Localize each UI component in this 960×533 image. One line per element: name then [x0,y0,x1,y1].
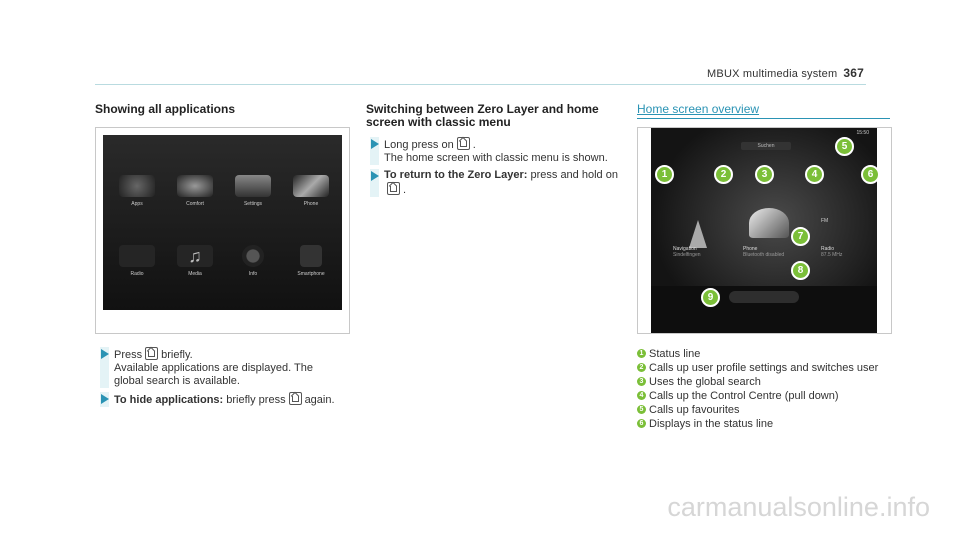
app-tile-smartphone [289,245,333,277]
callout-2: 2 [714,165,733,184]
app-label: Info [248,271,258,277]
app-tile-apps [115,175,159,207]
step-long-press-home [384,137,619,165]
apps-screenshot [103,135,342,310]
legend-item [637,376,889,389]
app-label: Apps [131,201,143,207]
callout-6: 6 [861,165,880,184]
page-number: 367 [843,66,864,80]
legend-number: 2 [637,363,646,372]
legend-text: Calls up favourites [649,404,740,416]
step-text: again. [304,394,335,406]
home-key-icon [145,347,158,360]
phone-label: Phone [743,246,758,252]
radio-antenna-icon [821,218,828,224]
callout-8: 8 [791,261,810,280]
fm-label: FM [821,218,829,224]
legend-text: Displays in the status line [649,418,774,430]
step-arrow-icon [371,139,379,149]
heading-showing-applications: Showing all applications [95,102,236,116]
phone-logo-icon [749,208,789,238]
app-tile-info [231,245,275,277]
app-label: Comfort [186,201,204,207]
nav-label: Navigation [673,246,697,252]
callout-4: 4 [805,165,824,184]
callout-5: 5 [835,137,854,156]
heading-home-screen-overview: Home screen overview [637,102,760,116]
radio-label: Radio [821,246,835,252]
app-tile-media: ♫ Media [173,245,217,277]
radio-sub: 87.5 MHz [821,252,843,258]
callout-1: 1 [655,165,674,184]
watermark: carmanualsonline.info [667,492,930,522]
app-tile-settings [231,175,275,207]
app-label: Radio [130,271,144,277]
tile-navigation[interactable] [673,246,701,258]
home-screenshot [651,128,877,333]
step-return-zero-layer [384,169,624,197]
step-result-text: The home screen with classic menu is shown. [384,152,608,164]
step-text: Press [114,349,143,361]
heading-underline [637,118,890,119]
navigation-star-icon [689,220,707,248]
legend-number: 1 [637,349,646,358]
header-title: MBUX multimedia system [707,68,838,80]
legend-item [637,390,889,403]
step-arrow-icon [101,349,109,359]
home-key-icon [457,137,470,150]
home-key-icon [387,182,400,195]
app-label: Media [188,271,202,277]
app-tile-comfort [173,175,217,207]
step-result-text: Available applications are displayed. The global search is available. [114,362,313,387]
legend-item [637,418,889,431]
step-press-home [114,347,344,388]
step-arrow-icon [371,171,379,181]
callout-7: 7 [791,227,810,246]
global-search-bar[interactable] [741,142,791,150]
phone-sub: Bluetooth disabled [743,252,785,258]
legend-number: 3 [637,377,646,386]
nav-sub: Sindelfingen [673,252,701,258]
home-screenshot-frame [637,127,892,334]
legend-number: 5 [637,405,646,414]
step-bold-label: To return to the Zero Layer: [384,169,528,181]
callout-3: 3 [755,165,774,184]
callout-legend [637,348,889,432]
home-key-icon [289,392,302,405]
legend-text: Calls up the Control Centre (pull down) [649,390,839,402]
legend-text: Calls up user profile settings and switches user [649,362,879,374]
app-tile-phone [289,175,333,207]
dock-controls[interactable] [729,291,799,303]
legend-text: Status line [649,348,701,360]
search-label: Suchen [757,143,775,149]
app-label: Settings [243,201,263,207]
legend-number: 6 [637,419,646,428]
callout-9: 9 [701,288,720,307]
tile-radio[interactable] [821,246,842,258]
step-text: press and hold on [530,169,618,181]
step-text: briefly press [226,394,286,406]
legend-text: Uses the global search [649,376,761,388]
heading-switching-layers: Switching between Zero Layer and home screen with classic menu [366,102,599,129]
legend-item [637,404,889,417]
app-label: Smartphone [297,271,325,277]
header-divider [95,84,866,85]
step-hide-apps [114,392,354,407]
status-time: 15:50 [856,130,869,136]
app-label: Phone [303,201,319,207]
legend-item [637,348,889,361]
step-text: briefly. [161,349,193,361]
step-text: Long press on [384,139,454,151]
step-arrow-icon [101,394,109,404]
step-text: . [472,139,476,151]
tile-phone[interactable] [743,246,784,258]
page-header [707,66,864,80]
app-tile-radio [115,245,159,277]
step-text: . [403,184,407,196]
apps-screenshot-frame [95,127,350,334]
step-bold-label: To hide applications: [114,394,224,406]
legend-item [637,362,889,375]
legend-number: 4 [637,391,646,400]
